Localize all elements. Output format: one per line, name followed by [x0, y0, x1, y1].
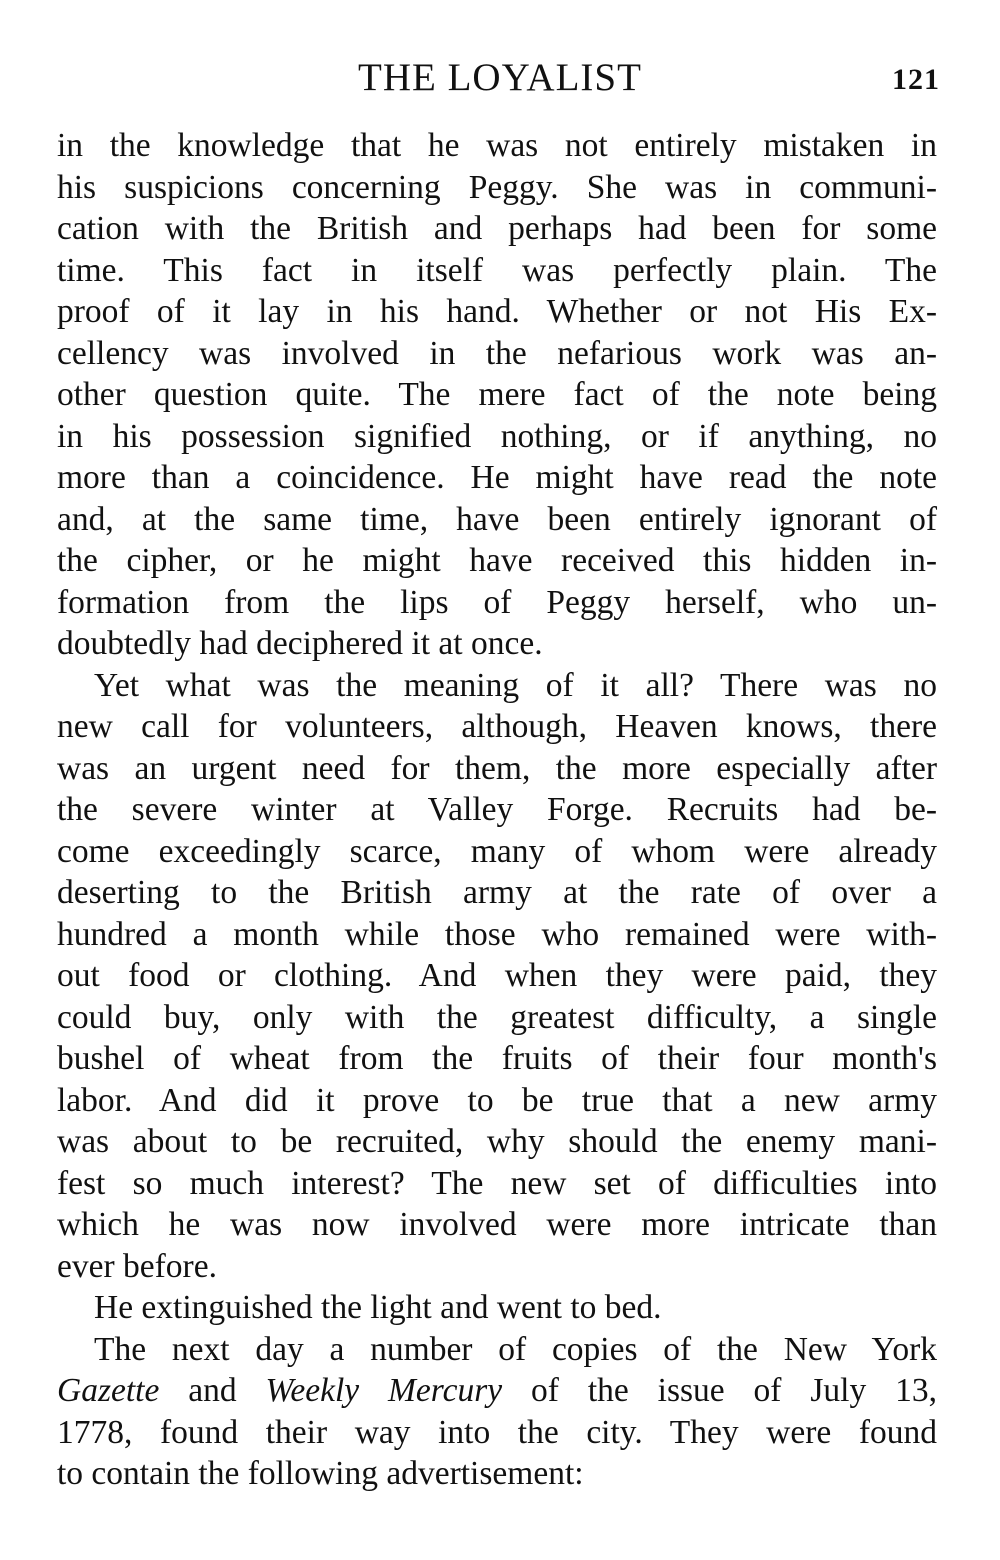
- text-line: labor. And did it prove to be true that a new army: [57, 1081, 937, 1119]
- text-line: was an urgent need for them, the more especially after: [57, 749, 937, 787]
- text-line: and, at the same time, have been entirely ignorant of: [57, 500, 937, 538]
- text-line: Yet what was the meaning of it all? There was no: [94, 666, 937, 704]
- text-line: was about to be recruited, why should the enemy mani-: [57, 1123, 937, 1160]
- text-line: He extinguished the light and went to bed.: [94, 1289, 662, 1326]
- running-head-title: THE LOYALIST: [358, 56, 642, 99]
- text-line: formation from the lips of Peggy herself, who un-: [57, 583, 937, 621]
- text-line: proof of it lay in his hand. Whether or not His Ex-: [57, 293, 937, 330]
- text-line: in his possession signified nothing, or if anything, no: [57, 417, 937, 455]
- text-line: out food or clothing. And when they were paid, they: [57, 957, 937, 994]
- text-line: in the knowledge that he was not entirely mistaken in: [57, 127, 937, 164]
- text-line: other question quite. The mere fact of the note being: [57, 376, 937, 413]
- text-line: hundred a month while those who remained were with-: [57, 915, 937, 953]
- text-line: doubtedly had deciphered it at once.: [57, 625, 543, 662]
- body-text: [57, 125, 937, 1495]
- text-line: The next day a number of copies of the New York: [94, 1330, 937, 1368]
- text-line: bushel of wheat from the fruits of their four month's: [57, 1040, 937, 1077]
- page-number: 121: [892, 63, 940, 96]
- text-line: fest so much interest? The new set of difficulties into: [57, 1164, 937, 1202]
- text-line: cellency was involved in the nefarious work was an-: [57, 334, 937, 372]
- text-line: deserting to the British army at the rate of over a: [57, 874, 937, 911]
- newspaper-title-weekly-mercury: Weekly Mercury: [265, 1372, 503, 1409]
- text-line: more than a coincidence. He might have read the note: [57, 459, 937, 496]
- text-line: time. This fact in itself was perfectly plain. The: [57, 251, 937, 289]
- newspaper-title-gazette: Gazette: [57, 1372, 160, 1409]
- text-line-with-italics: Gazette and Weekly Mercury of the issue of July 13,: [57, 1372, 937, 1409]
- text-line: 1778, found their way into the city. They were found: [57, 1413, 937, 1451]
- text-line: to contain the following advertisement:: [57, 1455, 584, 1492]
- text-line: ever before.: [57, 1247, 217, 1285]
- text-line: the cipher, or he might have received this hidden in-: [57, 542, 937, 579]
- text-line: cation with the British and perhaps had been for some: [57, 210, 937, 247]
- text-line: which he was now involved were more intricate than: [57, 1206, 937, 1243]
- text-line: new call for volunteers, although, Heaven knows, there: [57, 708, 937, 745]
- text-line: come exceedingly scarce, many of whom were already: [57, 832, 937, 870]
- running-head: [0, 52, 1000, 104]
- text-line: the severe winter at Valley Forge. Recruits had be-: [57, 791, 937, 828]
- text-line: his suspicions concerning Peggy. She was in communi-: [57, 168, 937, 206]
- text-line: could buy, only with the greatest difficulty, a single: [57, 998, 937, 1036]
